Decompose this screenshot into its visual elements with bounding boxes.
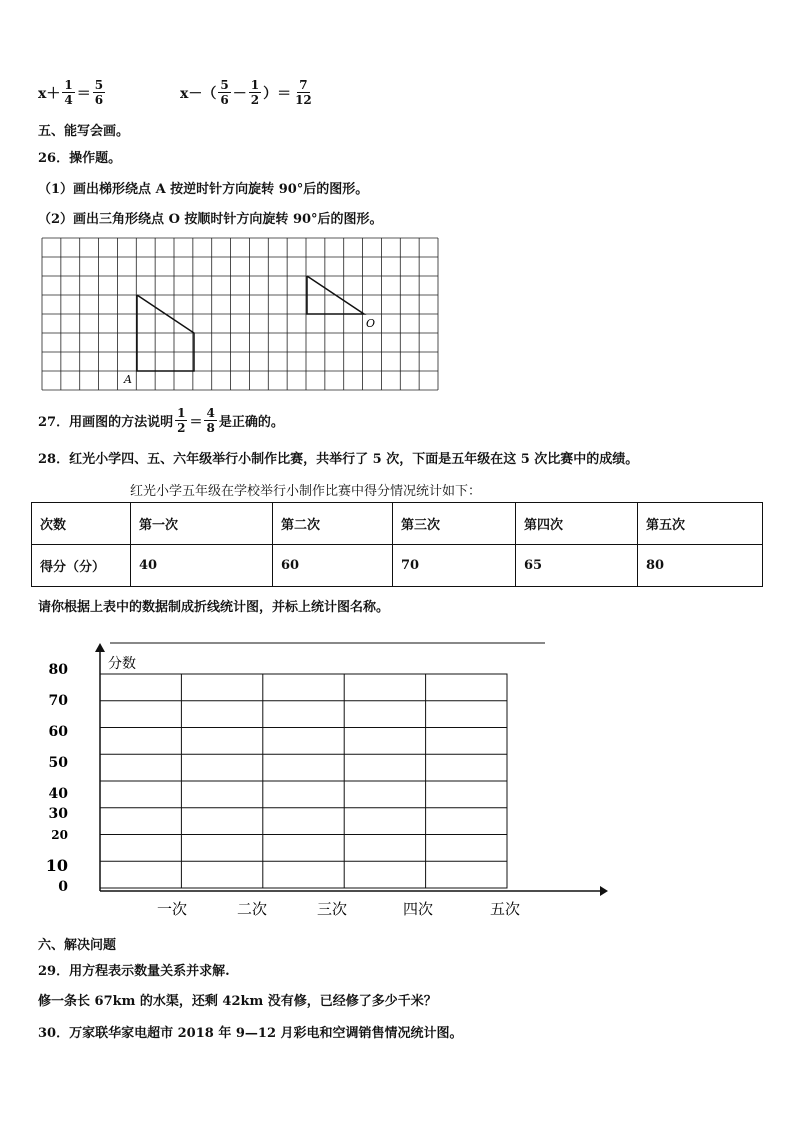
eq2-open-paren: （ — [202, 85, 217, 102]
x-tick-label: 四次 — [402, 900, 434, 918]
table-cell: 得分（分） — [32, 545, 131, 587]
fraction-denominator: 8 — [206, 421, 215, 435]
chart-grid — [100, 674, 507, 888]
fraction-denominator: 4 — [64, 93, 73, 107]
q29-body: 修一条长 67km 的水渠，还剩 42km 没有修，已经修了多少千米？ — [38, 994, 437, 1009]
q26-title: 26．操作题。 — [38, 151, 122, 166]
table-cell: 60 — [273, 545, 393, 587]
eq2-equals: ＝ — [277, 85, 292, 102]
q30-title: 30．万家联华家电超市 2018 年 9—12 月彩电和空调销售情况统计图。 — [38, 1026, 463, 1041]
section-5-title: 五、能写会画。 — [38, 124, 130, 139]
score-table — [31, 502, 763, 587]
eq2-fraction-1 — [218, 78, 230, 107]
y-tick-label: 30 — [48, 806, 68, 822]
table-cell: 第一次 — [131, 503, 273, 545]
eq2-var: x－ — [180, 85, 203, 102]
x-tick-label: 一次 — [156, 900, 188, 918]
grid-lines — [42, 238, 438, 390]
q27-fraction-1 — [175, 406, 187, 435]
eq1-var: x＋ — [38, 85, 61, 102]
q28-instruction: 请你根据上表中的数据制成折线统计图，并标上统计图名称。 — [38, 600, 390, 615]
q27-prefix: 27．用画图的方法说明 — [38, 415, 174, 430]
q28-table-caption: 红光小学五年级在学校举行小制作比赛中得分情况统计如下： — [130, 484, 482, 499]
x-axis-arrow — [600, 886, 608, 896]
blank-line-chart — [30, 630, 610, 930]
q26-part-1: （1）画出梯形绕点 A 按逆时针方向旋转 90°后的图形。 — [38, 182, 369, 197]
table-cell: 次数 — [32, 503, 131, 545]
y-tick-label: 70 — [48, 693, 68, 709]
fraction-denominator: 6 — [220, 93, 229, 107]
q27-line — [38, 406, 284, 435]
y-tick-label: 10 — [45, 856, 68, 875]
fraction-numerator: 1 — [64, 78, 73, 92]
fraction-numerator: 5 — [220, 78, 229, 92]
eq1-fraction-left — [62, 78, 74, 107]
table-row — [32, 545, 763, 587]
table-cell: 65 — [516, 545, 638, 587]
fraction-numerator: 1 — [250, 78, 260, 92]
q28-title: 28．红光小学四、五、六年级举行小制作比赛，共举行了 5 次，下面是五年级在这 5 次比赛中的成绩。 — [38, 452, 639, 467]
x-tick-label: 五次 — [489, 900, 521, 918]
q27-equals: ＝ — [189, 415, 203, 430]
fraction-denominator: 12 — [295, 93, 312, 107]
q29-title: 29．用方程表示数量关系并求解. — [38, 964, 230, 979]
fraction-denominator: 6 — [94, 93, 104, 107]
equation-2 — [180, 78, 316, 107]
q27-fraction-2 — [204, 406, 216, 435]
y-axis-label: 分数 — [108, 656, 136, 672]
fraction-numerator: 4 — [206, 406, 215, 420]
y-axis-arrow — [95, 643, 105, 652]
y-tick-label: 60 — [48, 724, 68, 740]
y-tick-label: 50 — [48, 755, 68, 771]
eq2-fraction-3 — [293, 78, 314, 107]
y-tick-label: 20 — [51, 828, 68, 842]
y-tick-label: 40 — [48, 786, 68, 802]
q27-suffix: 是正确的。 — [218, 415, 284, 430]
table-cell: 第二次 — [273, 503, 393, 545]
eq2-fraction-2 — [249, 78, 261, 107]
point-o-label: O — [366, 317, 376, 330]
x-tick-labels — [157, 900, 520, 918]
fraction-denominator: 2 — [250, 93, 260, 107]
equation-1 — [38, 78, 107, 107]
fraction-denominator: 2 — [177, 421, 186, 435]
table-cell: 第三次 — [393, 503, 516, 545]
table-cell: 40 — [131, 545, 273, 587]
y-tick-label: 0 — [58, 879, 68, 895]
point-a-label: A — [124, 373, 132, 386]
table-cell: 第五次 — [638, 503, 763, 545]
x-tick-label: 二次 — [236, 900, 268, 918]
table-header-row — [32, 503, 763, 545]
x-tick-label: 三次 — [316, 900, 348, 918]
table-cell: 第四次 — [516, 503, 638, 545]
fraction-numerator: 7 — [299, 78, 308, 92]
q26-part-2: （2）画出三角形绕点 O 按顺时针方向旋转 90°后的图形。 — [38, 212, 383, 227]
eq2-minus: － — [232, 85, 247, 102]
eq1-fraction-right — [93, 78, 105, 107]
y-tick-labels — [46, 662, 69, 895]
fraction-numerator: 5 — [94, 78, 104, 92]
eq2-close-paren: ） — [263, 85, 278, 102]
table-cell: 80 — [638, 545, 763, 587]
fraction-numerator: 1 — [177, 406, 186, 420]
rotation-grid-figure — [40, 236, 440, 392]
section-6-title: 六、解决问题 — [38, 938, 117, 953]
y-tick-label: 80 — [48, 662, 68, 678]
table-cell: 70 — [393, 545, 516, 587]
eq1-equals: ＝ — [76, 85, 91, 102]
